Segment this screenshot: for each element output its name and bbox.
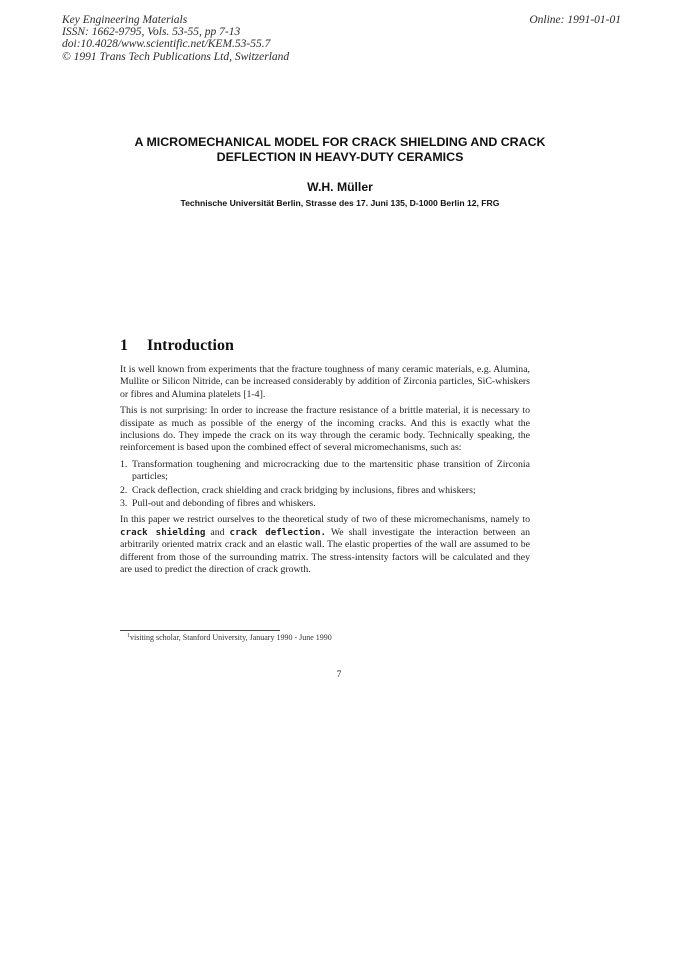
copyright-line: © 1991 Trans Tech Publications Ltd, Switzerland (62, 50, 290, 63)
journal-header (62, 14, 289, 63)
title-line-2: DEFLECTION IN HEAVY-DUTY CERAMICS (216, 150, 464, 164)
paragraph-2: This is not surprising: In order to increase the fracture resistance of a brittle material, it is necessary to dissipate as much as possible of the energy of the incoming cracks. And this is exactly what the inclusions do. They impede the crack on its way through the ceramic body. Technically speaking, the reinforcement is based upon the combined effect of several micromechanisms, such as: (120, 405, 530, 454)
list-item (120, 459, 530, 484)
paragraph-3-and: and (210, 526, 225, 538)
paper-title (90, 135, 590, 165)
emphasis-crack-shielding: crack shielding (120, 526, 206, 538)
issn-line: ISSN: 1662-9795, Vols. 53-55, pp 7-13 (62, 26, 241, 39)
author-name: W.H. Müller (307, 180, 373, 194)
body-text (120, 364, 530, 581)
footnote-mark: 1 (127, 633, 130, 639)
section-number: 1 (120, 337, 128, 354)
paragraph-3-start: In this paper we restrict ourselves to the theoretical study of two of these micromechanisms, namely to (120, 514, 530, 526)
footnote (127, 633, 332, 642)
list-text: Crack deflection, crack shielding and crack bridging by inclusions, fibres and whiskers; (132, 484, 476, 496)
section-heading (120, 337, 234, 355)
section-title: Introduction (147, 337, 234, 354)
list-marker: 1. (120, 458, 128, 470)
doi-line[interactable]: doi:10.4028/www.scientific.net/KEM.53-55.7 (62, 38, 271, 51)
emphasis-crack-deflection: crack deflection. (229, 526, 327, 538)
journal-name: Key Engineering Materials (62, 14, 188, 26)
mechanism-list (120, 459, 530, 511)
author-affiliation: Technische Universität Berlin, Strasse des 17. Juni 135, D-1000 Berlin 12, FRG (180, 198, 500, 208)
list-item (120, 498, 530, 510)
list-text: Transformation toughening and microcracking due to the martensitic phase transition of Zirconia particles; (132, 458, 530, 483)
list-text: Pull-out and debonding of fibres and whiskers. (132, 498, 316, 510)
list-marker: 3. (120, 498, 128, 510)
footnote-text: visiting scholar, Stanford University, January 1990 - June 1990 (130, 633, 332, 642)
page-number: 7 (336, 670, 342, 680)
list-marker: 2. (120, 484, 128, 496)
paragraph-3-end: We shall investigate the interaction between an arbitrarily oriented matrix crack and an elastic wall. The elastic properties of the wall are assumed to be different from those of the surrounding matrix. The stress-intensity factors will be calculated and they are used to predict the direction of crack growth. (120, 526, 530, 576)
paragraph-1: It is well known from experiments that the fracture toughness of many ceramic materials, e.g. Alumina, Mullite or Silicon Nitride, can be increased considerably by addition of Zirconia particles, SiC-whiskers or fibres and Alumina platelets [1-4]. (120, 364, 530, 400)
paragraph-3 (120, 514, 530, 576)
online-date: Online: 1991-01-01 (529, 14, 621, 26)
footnote-rule (120, 630, 280, 631)
title-line-1: A MICROMECHANICAL MODEL FOR CRACK SHIELDING AND CRACK (134, 135, 546, 149)
list-item (120, 485, 530, 497)
